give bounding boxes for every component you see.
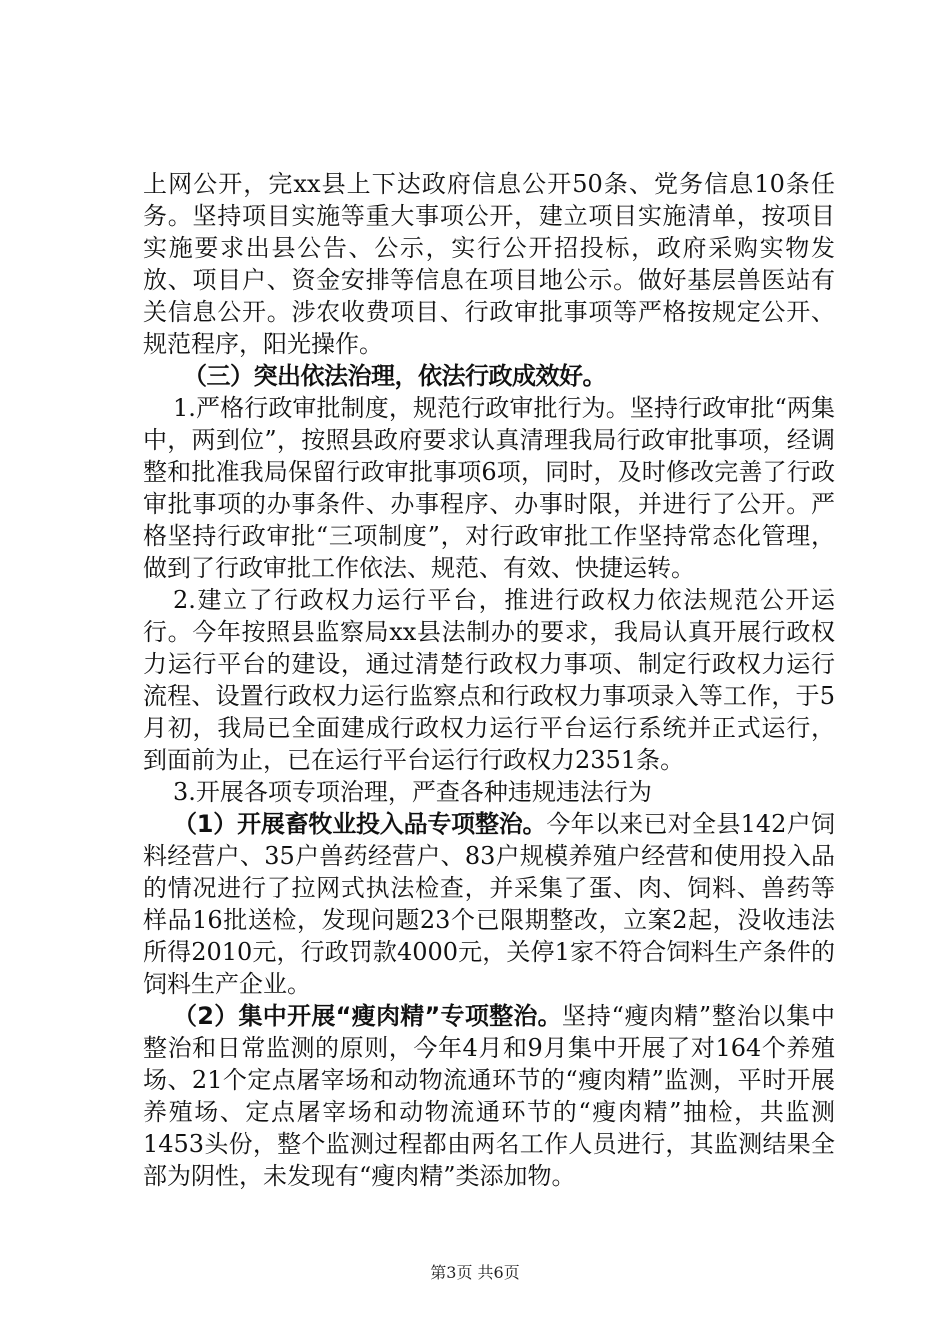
sub-item-1-body: 今年以来已对全县142户饲料经营户、35户兽药经营户、83户规模养殖户经营和使用投入品的情况进行了拉网式执法检查，并采集了蛋、肉、饲料、兽药等样品16批送检，发现问题23个已限期整改，立案2起，没收违法所得2010元，行政罚款4000元，关停1家不符合饲料生产条件的饲料生产企业。 xyxy=(143,810,835,998)
intro-paragraph: 上网公开，完xx县上下达政府信息公开50条、党务信息10条任务。坚持项目实施等重大事项公开，建立项目实施清单，按项目实施要求出县公告、公示，实行公开招投标，政府采购实物发放、项目户、资金安排等信息在项目地公示。做好基层兽医站有关信息公开。涉农收费项目、行政审批事项等严格按规定公开、规范程序，阳光操作。 xyxy=(143,170,835,358)
document-body xyxy=(143,168,835,1192)
page-number-footer: 第3页 共6页 xyxy=(430,1263,520,1282)
item-3-heading: 3.开展各项专项治理，严查各种违规违法行为 xyxy=(173,778,652,806)
sub-item-1-paragraph xyxy=(143,808,835,1000)
item-2-paragraph: 2.建立了行政权力运行平台，推进行政权力依法规范公开运行。今年按照县监察局xx县法制办的要求，我局认真开展行政权力运行平台的建设，通过清楚行政权力事项、制定行政权力运行流程、设置行政权力运行监察点和行政权力事项录入等工作，于5月初，我局已全面建成行政权力运行平台运行系统并正式运行，到面前为止，已在运行平台运行行政权力2351条。 xyxy=(143,586,835,774)
sub-item-2-body: 坚持“瘦肉精”整治以集中整治和日常监测的原则，今年4月和9月集中开展了对164个养殖场、21个定点屠宰场和动物流通环节的“瘦肉精”监测，平时开展养殖场、定点屠宰场和动物流通环节的“瘦肉精”抽检，共监测1453头份，整个监测过程都由两名工作人员进行，其监测结果全部为阴性，未发现有“瘦肉精”类添加物。 xyxy=(143,1002,835,1190)
section-heading: （三）突出依法治理，依法行政成效好。 xyxy=(183,362,606,390)
item-1-paragraph: 1.严格行政审批制度，规范行政审批行为。坚持行政审批“两集中，两到位”，按照县政府要求认真清理我局行政审批事项，经调整和批准我局保留行政审批事项6项，同时，及时修改完善了行政审批事项的办事条件、办事程序、办事时限，并进行了公开。严格坚持行政审批“三项制度”，对行政审批工作坚持常态化管理，做到了行政审批工作依法、规范、有效、快捷运转。 xyxy=(143,394,835,582)
sub-item-2-paragraph xyxy=(143,1000,835,1192)
sub-item-2-lead: （2）集中开展“瘦肉精”专项整治。 xyxy=(173,1002,562,1030)
sub-item-1-lead: （1）开展畜牧业投入品专项整治。 xyxy=(173,810,547,838)
